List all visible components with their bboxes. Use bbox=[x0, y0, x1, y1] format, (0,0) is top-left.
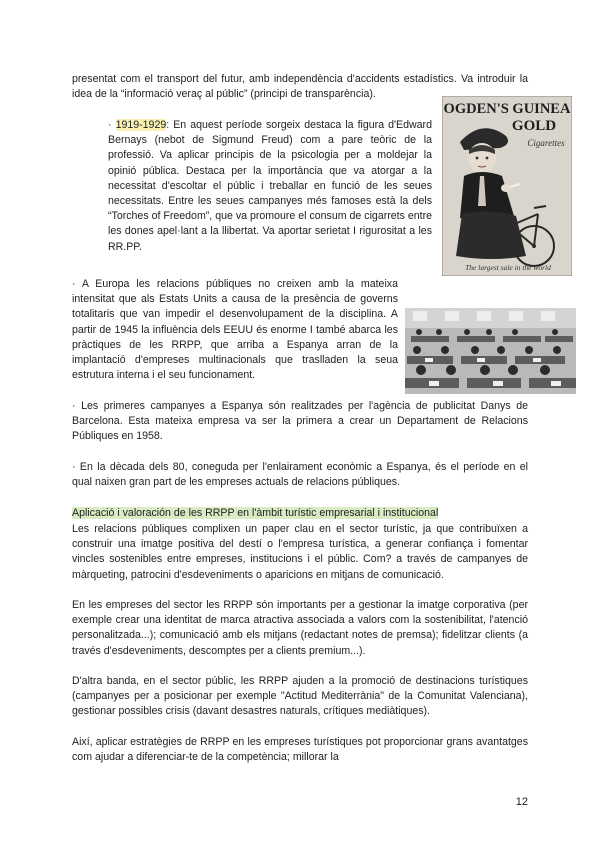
intro-paragraph: presentat com el transport del futur, amb independència d'accidents estadístics. Va introduir la idea de la “informació veraç al públic” (principi de transparència). bbox=[72, 73, 528, 101]
office-workers-photo bbox=[405, 308, 576, 394]
bullet-marker: · bbox=[108, 119, 116, 131]
section-heading-text: Aplicació i valoración de les RRPP en l'àmbit turístic empresarial i institucional bbox=[72, 507, 439, 519]
europe-paragraph: · A Europa les relacions públiques no creixen amb la mateixa intensitat que als Estats Units a causa de la presència de governs totalitaris que van impedir el desenvolupament de la disciplina. A partir de 1945 la influència dels EEUU és enorme I també abarca les pràctiques de les RRPP, que arriba a Espanya arran de la implantació d'empreses multinacionals que traslladen la seua estrutura interna i el seu funcionament. bbox=[72, 278, 398, 382]
ad-footer: The largest sale in the world bbox=[465, 263, 551, 272]
eighties-paragraph: · En la dècada dels 80, coneguda per l'enlairament econòmic a Espanya, és el període en el qual naixen gran part de les empreses actuals de relacions públiques. bbox=[72, 461, 528, 489]
ad-product: GOLD bbox=[511, 118, 557, 134]
ogdens-cigarette-ad-image bbox=[442, 96, 572, 276]
bernays-bullet bbox=[108, 118, 432, 255]
spain-paragraph bbox=[72, 399, 528, 445]
tourism-paragraph-4: Així, aplicar estratègies de RRPP en les empreses turístiques pot proporcionar grans avantatges com ajudar a diferenciar-te de la competència; millorar la bbox=[72, 736, 528, 764]
tourism-paragraph-2: En les empreses del sector les RRPP són importants per a gestionar la imatge corporativa (per exemple crear una identitat de marca atractiva associada a valors com la sostenibilitat, l'atenció personalitzada...); comunicació amb els mitjans (redactant notes de premsa); fidelitzar clients (a través d'esdeveniments, descomptes per a clients premium...). bbox=[72, 599, 528, 657]
bernays-text: : En aquest període sorgeix destaca la figura d'Edward Bernays (nebot de Sigmund Freud) com a pare teòric de la professió. Va aplicar principis de la psicologia per a moldejar la opinió pública. Destaca per la importància que va atorgar a la necessitat d'escoltar el públic i treballar en funció de les seues necessitats. Entre les seues campanyes més famoses està la dels “Torches of Freedom”, que va promoure el consum de cigarrets entre les dones apel·lant a la llibertat. Va aportar serietat I rigurositat a les RR.PP. bbox=[108, 119, 432, 253]
ad-tagline: Cigarettes bbox=[527, 138, 565, 148]
spain-text: · Les primeres campanyes a Espanya són realitzades per l'agència de publicitat Danys de Barcelona. Esta mateixa empresa va ser la primera a crear un Departament de Relacions Públiques en 1958. bbox=[72, 400, 528, 443]
tourism-paragraph-3: D'altra banda, en el sector públic, les RRPP ajuden a la promoció de destinacions turístiques (campanyes per a posicionar per exemple "Actitud Mediterrània" de la Comunitat Valenciana), gestionar possibles crisis (davant desastres naturals, crítiques mediàtiques). bbox=[72, 675, 528, 718]
period-highlight: 1919-1929 bbox=[115, 119, 167, 131]
page-number: 12 bbox=[515, 796, 528, 808]
section-heading bbox=[72, 506, 528, 521]
ad-brand: OGDEN'S GUINEA bbox=[443, 101, 571, 117]
tourism-paragraph-1: Les relacions públiques complixen un paper clau en el sector turístic, ja que contribuïxen a construir una imatge positiva del destí o l'empresa turística, a generar confiança i fomentar vincles sostenibles entre empreses, institucions i el públic. Com? a través de campanyes de màrqueting, patrocini d'esdeveniments o aparicions en mitjans de comunicació. bbox=[72, 523, 528, 581]
